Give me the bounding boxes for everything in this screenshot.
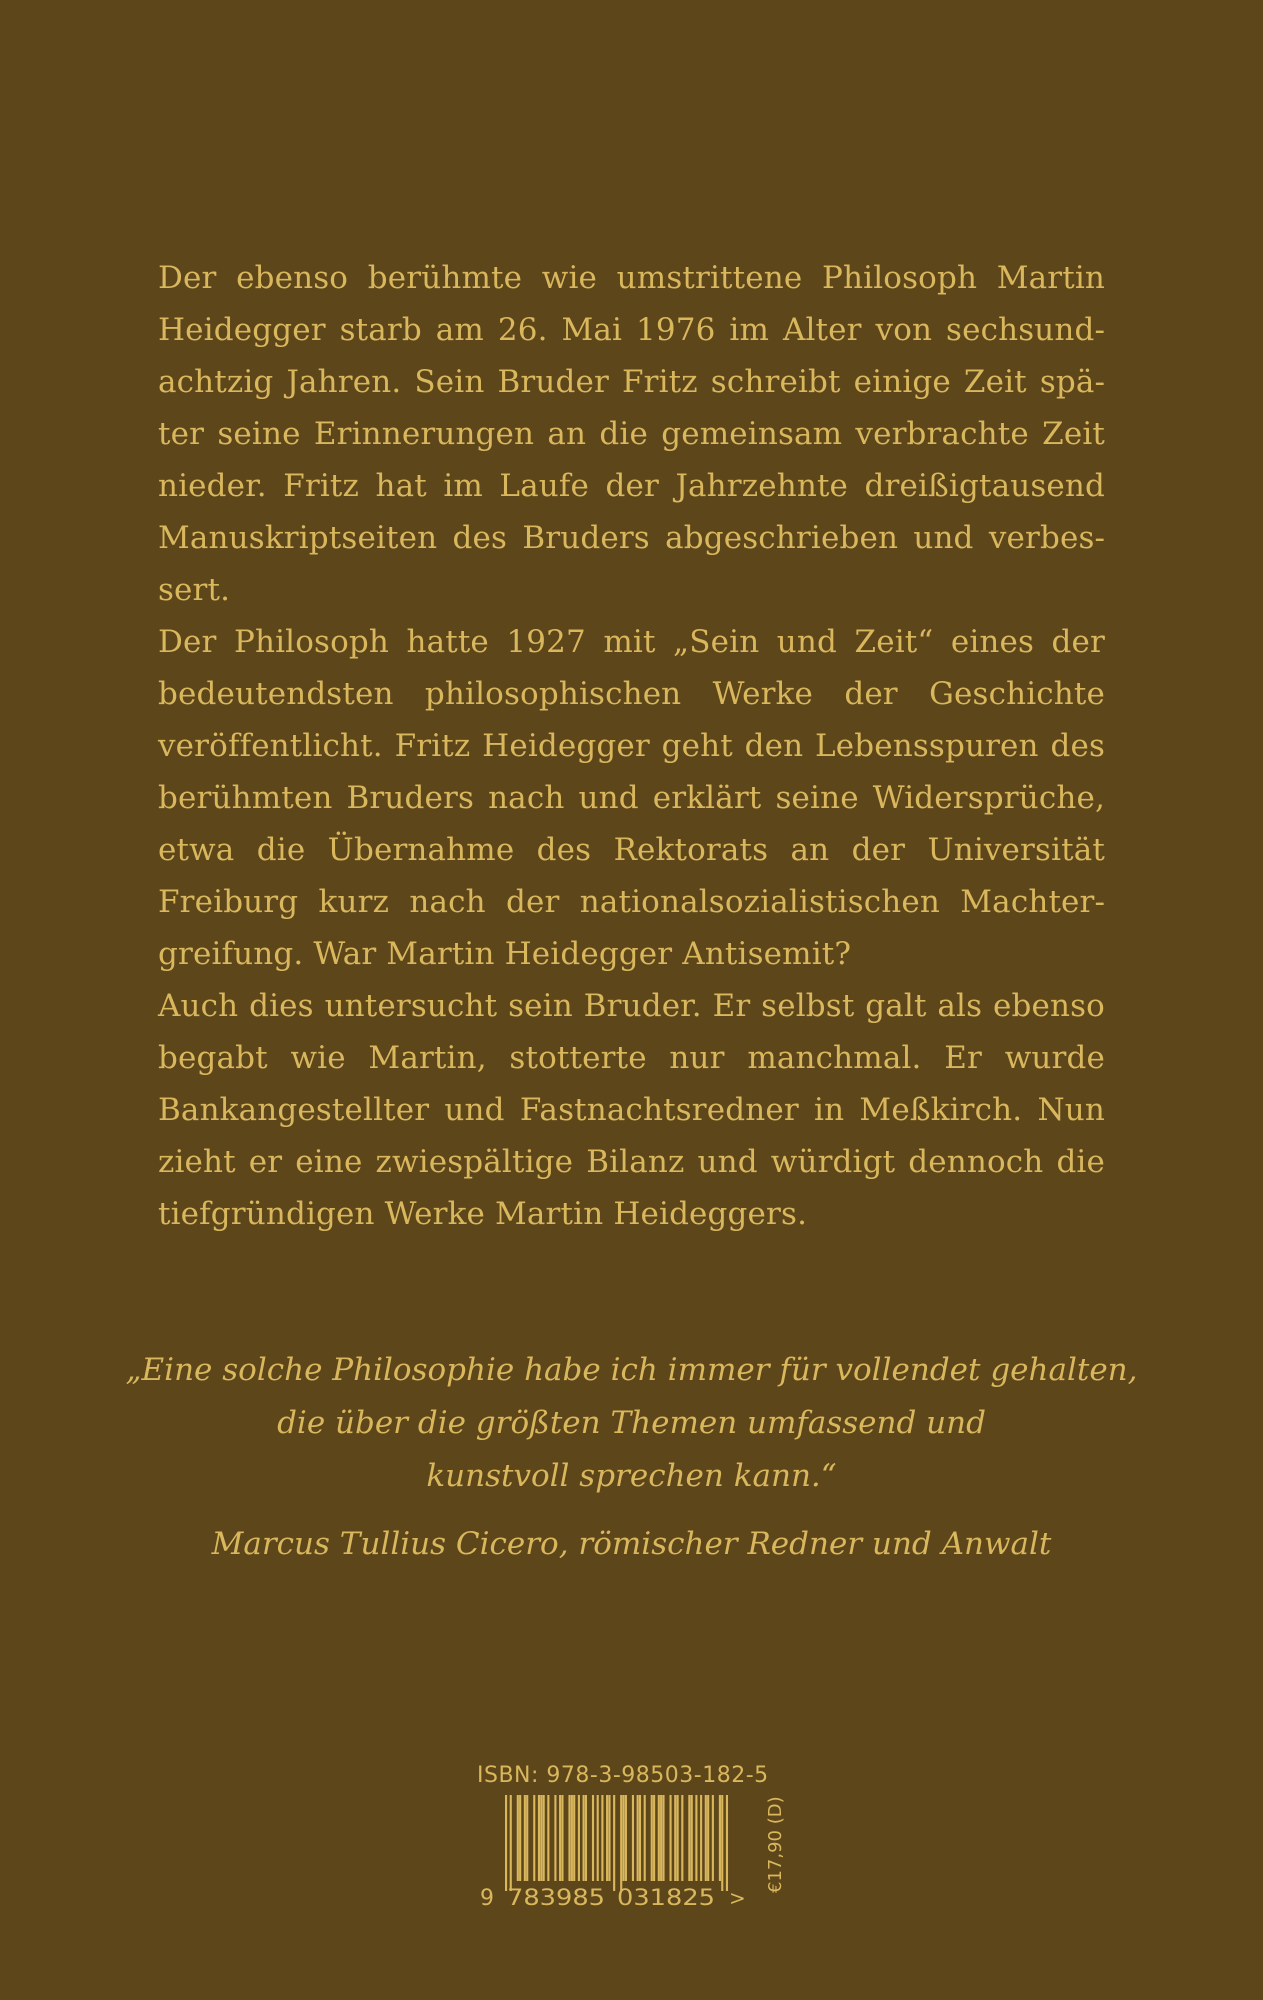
barcode-bar (597, 1795, 599, 1881)
barcode-bar (712, 1795, 714, 1881)
barcode-bar (613, 1795, 615, 1891)
barcode-bar (721, 1795, 723, 1891)
barcode-bar (510, 1795, 512, 1891)
barcode-bar (637, 1795, 639, 1881)
barcode-bar (662, 1795, 664, 1881)
blurb-text (158, 252, 1105, 1240)
barcode-bar (573, 1795, 575, 1881)
blurb-paragraph: Der Philosoph hatte 1927 mit „Sein und Zeit“ eines der bedeutendsten philosophischen Werke der Geschichte veröffentlicht. Fritz Heidegger geht den Lebensspuren des berühmten Bruders nach und erklärt seine Widersprüche, etwa die Übernahme des Rektorats an der Universität Freiburg kurz nach der nationalsozialistischen Machtergreifung. War Martin Heidegger Antisemit? (158, 624, 1105, 972)
barcode-bar (719, 1795, 721, 1881)
isbn-label: ISBN: 978-3-98503-182-5 (477, 1763, 769, 1788)
quote-line: kunstvoll sprechen kann.“ (426, 1458, 837, 1494)
barcode-bar (592, 1795, 594, 1881)
barcode-right-digits: 031825 (617, 1886, 715, 1911)
barcode-bar (625, 1795, 627, 1881)
barcode-bar (653, 1795, 655, 1881)
barcode-icon (477, 1795, 777, 1913)
barcode-bar (533, 1795, 535, 1881)
barcode-bar (568, 1795, 570, 1881)
barcode-left-digits: 783985 (507, 1886, 605, 1911)
barcode-bar (639, 1795, 641, 1881)
barcode-bar (505, 1795, 507, 1891)
barcode-bar (585, 1795, 587, 1881)
barcode-bar (620, 1795, 622, 1891)
barcode-bar (583, 1795, 585, 1881)
barcode-bar (519, 1795, 521, 1881)
quote-line: die über die größten Themen umfassend und (277, 1405, 986, 1441)
barcode-bar (578, 1795, 580, 1881)
barcode-first-digit: 9 (480, 1886, 494, 1911)
barcode-bar (547, 1795, 549, 1881)
barcode-bar (606, 1795, 608, 1881)
barcode-bar (559, 1795, 561, 1881)
barcode-quiet-zone-mark: > (729, 1886, 746, 1910)
barcode-bar (726, 1795, 728, 1891)
barcode-bar (688, 1795, 690, 1881)
quote-line: „Eine solche Philosophie habe ich immer für vollendet gehalten, (125, 1352, 1138, 1388)
barcode-bar (561, 1795, 563, 1881)
barcode-bar (632, 1795, 634, 1881)
barcode-bar (658, 1795, 660, 1881)
barcode-bar (660, 1795, 662, 1881)
barcode-bar (651, 1795, 653, 1881)
barcode-bar (707, 1795, 709, 1881)
barcode-bar (543, 1795, 545, 1881)
barcode-bar (677, 1795, 679, 1881)
barcode-bar (526, 1795, 528, 1881)
barcode-bar (540, 1795, 542, 1881)
barcode-bar (700, 1795, 702, 1881)
barcode-bar (571, 1795, 573, 1881)
quote-author: Marcus Tullius Cicero, römischer Redner und Anwalt (211, 1526, 1052, 1562)
barcode-bar (601, 1795, 603, 1881)
price-label: €17,90 (D) (765, 1796, 786, 1893)
cicero-quote (120, 1344, 1143, 1571)
barcode-bar (670, 1795, 672, 1881)
barcode-bar (691, 1795, 693, 1881)
barcode-bar (681, 1795, 683, 1881)
barcode-bar (623, 1795, 625, 1881)
barcode-bar (524, 1795, 526, 1881)
barcode-bar (517, 1795, 519, 1881)
blurb-paragraph: Auch dies untersucht sein Bruder. Er selbst galt als ebenso begabt wie Martin, stotterte nur manchmal. Er wurde Bankangestellter und Fastnachtsredner in Meßkirch. Nun zieht er eine zwiespältige Bilanz und würdigt dennoch die tiefgründigen Werke Martin Heideggers. (158, 988, 1105, 1232)
isbn-barcode-block (477, 1763, 786, 1913)
barcode-bar (674, 1795, 676, 1881)
barcode-bar (644, 1795, 646, 1881)
barcode-bar (705, 1795, 707, 1881)
barcode-bar (538, 1795, 540, 1881)
barcode-bar (695, 1795, 697, 1881)
barcode-bar (608, 1795, 610, 1881)
barcode-bar (554, 1795, 556, 1881)
blurb-paragraph: Der ebenso berühmte wie umstrittene Philosoph Martin Heidegger starb am 26. Mai 1976 im Alter von sechsundachtzig Jahren. Sein Bruder Fritz schreibt einige Zeit später seine Erinnerungen an die gemeinsam verbrachte Zeit nieder. Fritz hat im Laufe der Jahrzehnte dreißigtausend Manuskriptseiten des Bruders abgeschrieben und verbessert. (158, 260, 1105, 608)
